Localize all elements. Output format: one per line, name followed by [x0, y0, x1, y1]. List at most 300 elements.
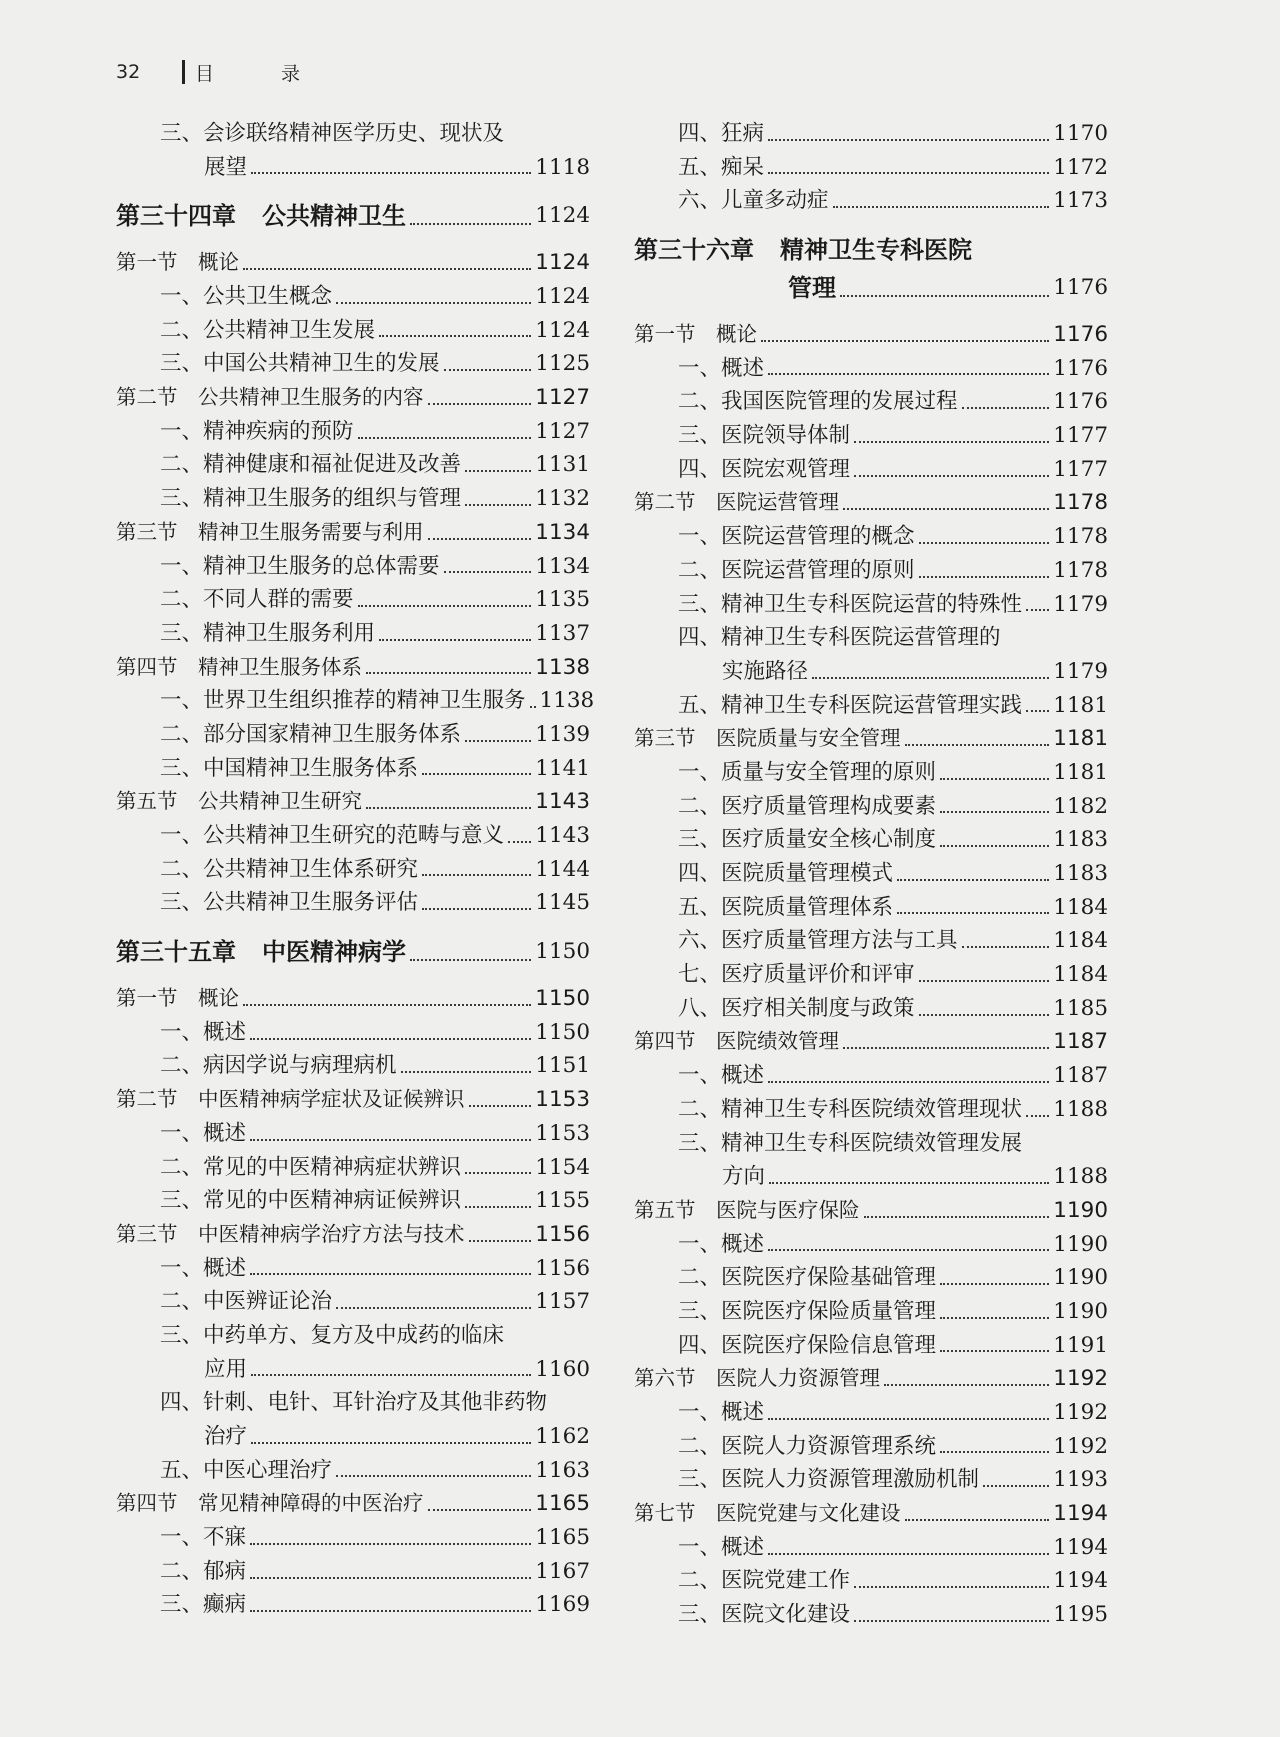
toc-item — [634, 1228, 1108, 1262]
toc-label: 第一节 概论 — [116, 986, 239, 1011]
toc-item — [116, 583, 590, 617]
toc-label: 二、公共精神卫生发展 — [160, 317, 376, 343]
toc-chapter — [634, 231, 1108, 269]
toc-label: 二、公共精神卫生体系研究 — [160, 856, 419, 882]
toc-label: 第一节 概论 — [634, 322, 757, 347]
toc-page-number: 1190 — [1053, 1231, 1108, 1257]
dot-leader — [465, 740, 531, 742]
toc-label: 第三节 中医精神病学治疗方法与技术 — [116, 1221, 465, 1246]
toc-item — [116, 1386, 590, 1420]
dot-leader — [884, 1384, 1049, 1386]
toc-page-number: 1132 — [535, 486, 590, 512]
toc-label: 第六节 医院人力资源管理 — [634, 1366, 880, 1391]
dot-leader — [428, 403, 532, 405]
toc-label: 三、中国公共精神卫生的发展 — [160, 351, 440, 377]
toc-label: 第四节 常见精神障碍的中医治疗 — [116, 1491, 424, 1516]
toc-label: 五、痴呆 — [678, 154, 765, 180]
toc-chapter — [116, 933, 590, 971]
toc-section — [116, 246, 590, 280]
toc-label: 三、中药单方、复方及中成药的临床 — [160, 1322, 505, 1348]
toc-label: 四、针刺、电针、耳针治疗及其他非药物 — [160, 1390, 548, 1416]
toc-item — [634, 958, 1108, 992]
toc-label: 二、病因学说与病理病机 — [160, 1053, 397, 1079]
dot-leader — [410, 959, 531, 961]
toc-label: 一、概述 — [678, 1063, 765, 1089]
toc-page-number: 1124 — [535, 203, 590, 229]
dot-leader — [769, 1182, 1049, 1184]
toc-page-number: 1135 — [535, 587, 590, 613]
toc-item — [116, 752, 590, 786]
toc-item — [634, 1059, 1108, 1093]
toc-item — [116, 1521, 590, 1555]
toc-item — [116, 718, 590, 752]
toc-label: 五、医院质量管理体系 — [678, 894, 894, 920]
toc-page-number: 1177 — [1053, 456, 1108, 482]
toc-item — [116, 482, 590, 516]
toc-label: 四、医院医疗保险信息管理 — [678, 1332, 937, 1358]
toc-page-number: 1179 — [1053, 658, 1108, 684]
toc-label: 三、医院医疗保险质量管理 — [678, 1298, 937, 1324]
toc-item — [634, 520, 1108, 554]
toc-label: 第五节 医院与医疗保险 — [634, 1197, 860, 1222]
toc-page-number: 1192 — [1053, 1366, 1108, 1392]
dot-leader — [444, 571, 532, 573]
toc-page-number: 1178 — [1053, 557, 1108, 583]
toc-label: 第四节 医院绩效管理 — [634, 1029, 839, 1054]
toc-item — [634, 689, 1108, 723]
toc-label: 一、医院运营管理的概念 — [678, 524, 915, 550]
dot-leader — [919, 980, 1050, 982]
toc-item — [116, 1016, 590, 1050]
toc-right-column — [634, 117, 1108, 1632]
toc-label: 一、概述 — [160, 1120, 247, 1146]
toc-label: 三、医院领导体制 — [678, 423, 851, 449]
toc-page-number: 1143 — [535, 823, 590, 849]
dot-leader — [469, 1105, 532, 1107]
toc-page-number: 1124 — [535, 284, 590, 310]
toc-item — [634, 184, 1108, 218]
dot-leader — [919, 542, 1050, 544]
toc-label: 一、概述 — [678, 1534, 765, 1560]
dot-leader — [940, 811, 1049, 813]
dot-leader — [250, 1610, 531, 1612]
toc-page-number: 1150 — [535, 1019, 590, 1045]
dot-leader — [401, 1071, 532, 1073]
toc-item — [116, 1555, 590, 1589]
toc-item — [634, 1295, 1108, 1329]
dot-leader — [768, 1081, 1049, 1083]
chapter-title: 精神卫生专科医院 — [780, 236, 972, 265]
toc-section — [634, 318, 1108, 352]
toc-label: 四、医院宏观管理 — [678, 456, 851, 482]
toc-item — [634, 823, 1108, 857]
dot-leader — [410, 223, 531, 225]
toc-page-number: 1176 — [1053, 355, 1108, 381]
toc-page-number: 1191 — [1053, 1332, 1108, 1358]
toc-label: 二、中医辨证论治 — [160, 1289, 333, 1315]
toc-page-number: 1183 — [1053, 827, 1108, 853]
toc-page-number: 1157 — [535, 1289, 590, 1315]
toc-label: 二、常见的中医精神病症状辨识 — [160, 1154, 462, 1180]
dot-leader — [1026, 710, 1049, 712]
dot-leader — [465, 470, 531, 472]
dot-leader — [940, 1317, 1049, 1319]
dot-leader — [250, 1543, 531, 1545]
toc-item — [634, 1093, 1108, 1127]
dot-leader — [1026, 1115, 1049, 1117]
toc-item-continuation — [116, 1353, 590, 1387]
toc-section — [116, 651, 590, 685]
toc-page-number: 1153 — [535, 1120, 590, 1146]
dot-leader — [768, 139, 1049, 141]
chapter-title: 中医精神病学 — [262, 938, 406, 967]
dot-leader — [919, 576, 1050, 578]
dot-leader — [854, 1586, 1049, 1588]
toc-page-number: 1192 — [1053, 1433, 1108, 1459]
toc-page-number: 1150 — [535, 939, 590, 965]
page-header — [116, 55, 324, 89]
toc-page-number: 1176 — [1053, 389, 1108, 415]
toc-item-continuation — [634, 655, 1108, 689]
dot-leader — [897, 879, 1049, 881]
toc-page-number: 1138 — [539, 688, 595, 714]
toc-page-number: 1182 — [1053, 793, 1108, 819]
dot-leader — [897, 912, 1049, 914]
toc-label: 三、医院人力资源管理激励机制 — [678, 1467, 980, 1493]
toc-label: 五、精神卫生专科医院运营管理实践 — [678, 692, 1023, 718]
dot-leader — [940, 778, 1049, 780]
toc-label: 展望 — [204, 154, 248, 180]
toc-item — [634, 621, 1108, 655]
toc-page-number: 1187 — [1053, 1029, 1108, 1055]
toc-page-number: 1195 — [1053, 1602, 1108, 1628]
dot-leader — [428, 538, 532, 540]
dot-leader — [768, 373, 1049, 375]
toc-section — [116, 1083, 590, 1117]
toc-item — [634, 756, 1108, 790]
toc-page-number: 1134 — [535, 519, 590, 545]
toc-item — [116, 117, 590, 151]
toc-page-number: 1144 — [535, 856, 590, 882]
toc-label: 七、医疗质量评价和评审 — [678, 962, 915, 988]
toc-label: 三、精神卫生专科医院运营的特殊性 — [678, 591, 1023, 617]
dot-leader — [768, 1418, 1049, 1420]
toc-item — [116, 1319, 590, 1353]
toc-item — [116, 1184, 590, 1218]
toc-section — [116, 785, 590, 819]
toc-item — [116, 1454, 590, 1488]
toc-page-number: 1151 — [535, 1053, 590, 1079]
toc-label: 一、公共卫生概念 — [160, 284, 333, 310]
dot-leader — [243, 268, 531, 270]
toc-label: 第三节 医院质量与安全管理 — [634, 726, 901, 751]
toc-page-number: 1145 — [535, 890, 590, 916]
toc-label: 一、概述 — [678, 1231, 765, 1257]
toc-label: 三、公共精神卫生服务评估 — [160, 890, 419, 916]
dot-leader — [768, 1553, 1049, 1555]
dot-leader — [508, 841, 531, 843]
toc-page-number: 1181 — [1053, 726, 1108, 752]
toc-label: 第二节 公共精神卫生服务的内容 — [116, 385, 424, 410]
toc-label: 一、公共精神卫生研究的范畴与意义 — [160, 823, 505, 849]
toc-page-number: 1181 — [1053, 692, 1108, 718]
toc-page-number: 1160 — [535, 1356, 590, 1382]
page-number: 32 — [116, 61, 141, 83]
toc-page-number: 1127 — [535, 418, 590, 444]
toc-page-number: 1173 — [1053, 188, 1108, 214]
toc-label: 二、医疗质量管理构成要素 — [678, 793, 937, 819]
toc-label: 一、世界卫生组织推荐的精神卫生服务 — [160, 688, 526, 714]
toc-page-number: 1155 — [535, 1188, 590, 1214]
toc-page-number: 1192 — [1053, 1400, 1108, 1426]
toc-label: 应用 — [204, 1356, 248, 1382]
toc-page-number: 1181 — [1053, 759, 1108, 785]
toc-label: 一、概述 — [678, 355, 765, 381]
dot-leader — [812, 677, 1049, 679]
dot-leader — [251, 1374, 531, 1376]
toc-page-number: 1188 — [1053, 1096, 1108, 1122]
toc-item — [116, 280, 590, 314]
toc-section — [634, 722, 1108, 756]
toc-page-number: 1190 — [1053, 1298, 1108, 1324]
toc-label: 三、医院文化建设 — [678, 1602, 851, 1628]
toc-item — [634, 1127, 1108, 1161]
dot-leader — [983, 1485, 1049, 1487]
toc-item — [116, 1252, 590, 1286]
toc-item — [634, 385, 1108, 419]
toc-page-number: 1178 — [1053, 524, 1108, 550]
toc-item — [116, 550, 590, 584]
toc-item — [116, 617, 590, 651]
toc-label: 第二节 中医精神病学症状及证候辨识 — [116, 1087, 465, 1112]
toc-item — [116, 1151, 590, 1185]
toc-section — [116, 516, 590, 550]
toc-label: 三、癫病 — [160, 1592, 247, 1618]
toc-item — [634, 1598, 1108, 1632]
toc-label: 一、精神疾病的预防 — [160, 418, 354, 444]
toc-item — [116, 1117, 590, 1151]
toc-page-number: 1125 — [535, 351, 590, 377]
toc-item — [116, 853, 590, 887]
toc-page-number: 1176 — [1053, 275, 1108, 301]
dot-leader — [840, 295, 1049, 297]
toc-label: 一、精神卫生服务的总体需要 — [160, 553, 440, 579]
toc-item — [634, 992, 1108, 1026]
header-divider — [182, 60, 185, 84]
toc-item — [634, 891, 1108, 925]
toc-chapter — [116, 197, 590, 235]
toc-page-number: 1141 — [535, 755, 590, 781]
dot-leader — [940, 845, 1049, 847]
dot-leader — [833, 206, 1050, 208]
toc-page-number: 1190 — [1053, 1265, 1108, 1291]
dot-leader — [336, 1307, 531, 1309]
toc-page-number: 1124 — [535, 317, 590, 343]
toc-item — [116, 314, 590, 348]
toc-page-number: 1184 — [1053, 928, 1108, 954]
toc-label — [634, 231, 1108, 269]
dot-leader — [761, 340, 1049, 342]
dot-leader — [962, 407, 1050, 409]
dot-leader — [854, 1620, 1049, 1622]
toc-section — [634, 1497, 1108, 1531]
toc-item — [116, 1589, 590, 1623]
toc-label: 二、医院医疗保险基础管理 — [678, 1265, 937, 1291]
toc-page-number: 1156 — [535, 1221, 590, 1247]
dot-leader — [250, 1038, 531, 1040]
toc-section — [116, 982, 590, 1016]
dot-leader — [843, 1047, 1049, 1049]
toc-page-number: 1194 — [1053, 1534, 1108, 1560]
toc-label: 四、精神卫生专科医院运营管理的 — [678, 625, 1001, 651]
toc-page-number: 1131 — [535, 452, 590, 478]
toc-label: 第一节 概论 — [116, 250, 239, 275]
toc-page-number: 1118 — [535, 154, 590, 180]
dot-leader — [843, 508, 1049, 510]
chapter-title: 公共精神卫生 — [262, 202, 406, 231]
toc-label: 方向 — [722, 1164, 766, 1190]
toc-label: 六、儿童多动症 — [678, 188, 829, 214]
toc-item — [634, 924, 1108, 958]
dot-leader — [422, 773, 531, 775]
toc-label: 三、精神卫生服务利用 — [160, 620, 376, 646]
toc-page-number: 1178 — [1053, 490, 1108, 516]
dot-leader — [422, 874, 531, 876]
toc-item — [634, 1565, 1108, 1599]
dot-leader — [336, 302, 531, 304]
toc-page-number: 1187 — [1053, 1063, 1108, 1089]
dot-leader — [768, 172, 1049, 174]
dot-leader — [962, 946, 1050, 948]
toc-label: 第四节 精神卫生服务体系 — [116, 654, 362, 679]
toc-item — [634, 1261, 1108, 1295]
toc-label: 五、中医心理治疗 — [160, 1457, 333, 1483]
toc-label: 实施路径 — [722, 658, 809, 684]
dot-leader — [465, 504, 531, 506]
toc-label: 三、精神卫生服务的组织与管理 — [160, 486, 462, 512]
toc-page-number: 1183 — [1053, 861, 1108, 887]
dot-leader — [465, 1206, 531, 1208]
dot-leader — [530, 706, 536, 708]
toc-page-number: 1124 — [535, 250, 590, 276]
toc-item — [634, 453, 1108, 487]
toc-section — [634, 1362, 1108, 1396]
toc-section — [634, 1026, 1108, 1060]
toc-item-continuation — [634, 1160, 1108, 1194]
chapter-number: 第三十六章 — [634, 236, 754, 265]
dot-leader — [251, 172, 531, 174]
toc-label: 二、精神健康和福祉促进及改善 — [160, 452, 462, 478]
toc-item — [634, 151, 1108, 185]
toc-item — [116, 347, 590, 381]
chapter-number: 第三十五章 — [116, 938, 236, 967]
toc-item — [634, 1463, 1108, 1497]
toc-item — [116, 1285, 590, 1319]
toc-item — [634, 419, 1108, 453]
dot-leader — [465, 1172, 531, 1174]
toc-label: 第三节 精神卫生服务需要与利用 — [116, 519, 424, 544]
toc-label: 一、质量与安全管理的原则 — [678, 759, 937, 785]
toc-page-number: 1193 — [1053, 1467, 1108, 1493]
chapter-number: 第三十四章 — [116, 202, 236, 231]
toc-label: 一、不寐 — [160, 1525, 247, 1551]
toc-item — [634, 1396, 1108, 1430]
toc-item — [634, 1329, 1108, 1363]
toc-label: 一、概述 — [160, 1019, 247, 1045]
toc-item — [634, 790, 1108, 824]
dot-leader — [905, 744, 1050, 746]
toc-page-number: 1134 — [535, 553, 590, 579]
dot-leader — [444, 369, 532, 371]
toc-label: 一、概述 — [678, 1400, 765, 1426]
dot-leader — [358, 605, 532, 607]
toc-page-number: 1139 — [535, 721, 590, 747]
toc-label: 治疗 — [204, 1424, 248, 1450]
toc-page-number: 1188 — [1053, 1164, 1108, 1190]
dot-leader — [428, 1509, 532, 1511]
dot-leader — [379, 639, 531, 641]
toc-page-number: 1169 — [535, 1592, 590, 1618]
toc-page-number: 1194 — [1053, 1501, 1108, 1527]
toc-label: 二、郁病 — [160, 1558, 247, 1584]
toc-label: 二、医院党建工作 — [678, 1568, 851, 1594]
toc-section — [634, 487, 1108, 521]
toc-page-number: 1167 — [535, 1558, 590, 1584]
dot-leader — [768, 1249, 1049, 1251]
dot-leader — [243, 1004, 531, 1006]
toc-item — [116, 684, 595, 718]
dot-leader — [358, 437, 532, 439]
toc-label: 一、概述 — [160, 1255, 247, 1281]
toc-label: 二、不同人群的需要 — [160, 587, 354, 613]
toc-page-number: 1177 — [1053, 423, 1108, 449]
toc-label: 三、会诊联络精神医学历史、现状及 — [160, 120, 505, 146]
toc-page-number: 1185 — [1053, 995, 1108, 1021]
toc-label: 三、中国精神卫生服务体系 — [160, 755, 419, 781]
toc-item — [634, 117, 1108, 151]
dot-leader — [940, 1350, 1049, 1352]
dot-leader — [336, 1475, 531, 1477]
toc-page-number: 1172 — [1053, 154, 1108, 180]
toc-left-column — [116, 117, 595, 1622]
toc-page-number: 1179 — [1053, 591, 1108, 617]
toc-page-number: 1184 — [1053, 962, 1108, 988]
toc-label: 二、我国医院管理的发展过程 — [678, 389, 958, 415]
toc-page-number: 1154 — [535, 1154, 590, 1180]
dot-leader — [905, 1519, 1050, 1521]
toc-label: 二、部分国家精神卫生服务体系 — [160, 721, 462, 747]
toc-item — [634, 588, 1108, 622]
toc-item — [634, 1430, 1108, 1464]
dot-leader — [250, 1577, 531, 1579]
toc-page-number: 1165 — [535, 1491, 590, 1517]
toc-section — [116, 381, 590, 415]
toc-page-number: 1170 — [1053, 120, 1108, 146]
toc-label: 三、精神卫生专科医院绩效管理发展 — [678, 1130, 1023, 1156]
toc-section — [116, 1487, 590, 1521]
toc-page-number: 1184 — [1053, 894, 1108, 920]
toc-label: 二、医院人力资源管理系统 — [678, 1433, 937, 1459]
dot-leader — [422, 908, 531, 910]
toc-label: 第二节 医院运营管理 — [634, 490, 839, 515]
toc-label: 管理 — [788, 274, 836, 303]
toc-label — [116, 933, 406, 971]
dot-leader — [366, 807, 531, 809]
toc-item — [634, 1531, 1108, 1565]
dot-leader — [940, 1283, 1049, 1285]
toc-page-number: 1162 — [535, 1424, 590, 1450]
toc-page-number: 1137 — [535, 620, 590, 646]
